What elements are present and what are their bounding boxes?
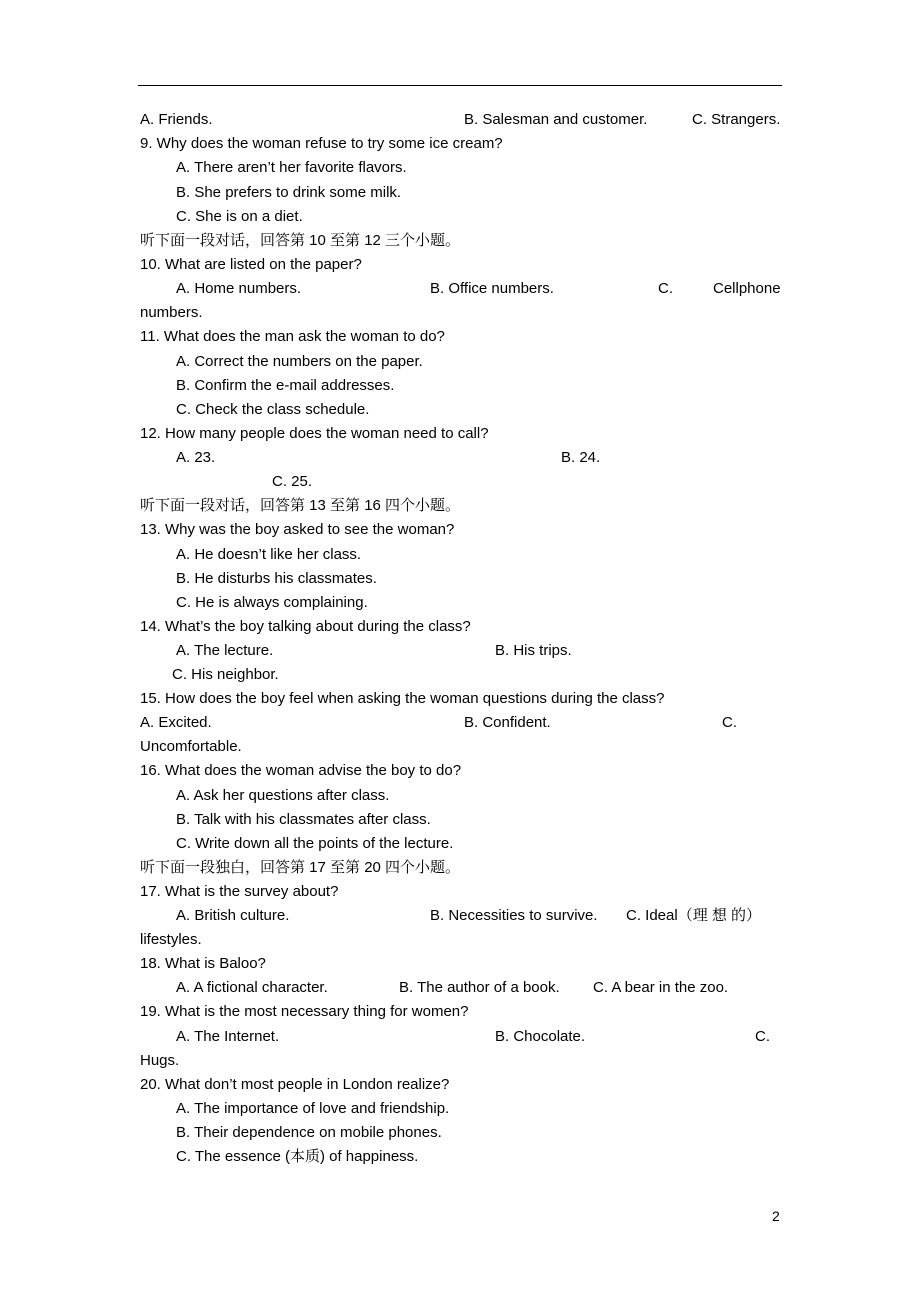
text-segment: A. He doesn’t like her class. bbox=[176, 546, 362, 563]
text-segment: B. Talk with his classmates after class. bbox=[176, 811, 431, 828]
text-segment: C. bbox=[658, 280, 673, 297]
text-segment: Cellphone bbox=[713, 280, 781, 297]
text-segment: B. The author of a book. bbox=[399, 979, 560, 996]
text-segment: A. The lecture. bbox=[176, 642, 274, 659]
text-segment: 11. What does the man ask the woman to do? bbox=[140, 328, 445, 345]
text-segment: 听下面一段独白，回答第 17 至第 20 四个小题。 bbox=[140, 859, 461, 876]
text-segment: A. Correct the numbers on the paper. bbox=[176, 353, 423, 370]
text-segment: A. Home numbers. bbox=[176, 280, 302, 297]
text-segment: lifestyles. bbox=[140, 931, 202, 948]
text-segment: B. Chocolate. bbox=[495, 1028, 586, 1045]
text-segment: C. 25. bbox=[272, 473, 313, 490]
text-segment: A. British culture. bbox=[176, 907, 290, 924]
text-segment: C. The essence (本质) of happiness. bbox=[176, 1148, 419, 1165]
text-segment: 17. What is the survey about? bbox=[140, 883, 339, 900]
text-segment: B. Confirm the e-mail addresses. bbox=[176, 377, 395, 394]
text-segment: 18. What is Baloo? bbox=[140, 955, 266, 972]
text-segment: numbers. bbox=[140, 304, 203, 321]
text-segment: C. bbox=[755, 1028, 770, 1045]
text-segment: C. Ideal（理 想 的） bbox=[626, 907, 762, 924]
text-segment: 14. What’s the boy talking about during the class? bbox=[140, 618, 471, 635]
text-segment: Hugs. bbox=[140, 1052, 180, 1069]
text-segment: 9. Why does the woman refuse to try some ice cream? bbox=[140, 135, 503, 152]
text-segment: B. Their dependence on mobile phones. bbox=[176, 1124, 442, 1141]
text-segment: C. A bear in the zoo. bbox=[593, 979, 729, 996]
text-segment: A. Ask her questions after class. bbox=[176, 787, 390, 804]
text-segment: B. She prefers to drink some milk. bbox=[176, 184, 402, 201]
text-segment: 13. Why was the boy asked to see the woman? bbox=[140, 521, 455, 538]
text-segment: C. She is on a diet. bbox=[176, 208, 303, 225]
text-segment: 听下面一段对话，回答第 10 至第 12 三个小题。 bbox=[140, 232, 461, 249]
header-rule bbox=[138, 85, 782, 86]
text-segment: C. Write down all the points of the lecture. bbox=[176, 835, 454, 852]
text-segment: A. Excited. bbox=[140, 714, 212, 731]
text-segment: 10. What are listed on the paper? bbox=[140, 256, 362, 273]
text-segment: B. Necessities to survive. bbox=[430, 907, 598, 924]
text-segment: A. 23. bbox=[176, 449, 216, 466]
text-segment: B. He disturbs his classmates. bbox=[176, 570, 377, 587]
text-segment: A. The importance of love and friendship. bbox=[176, 1100, 450, 1117]
text-segment: C. bbox=[722, 714, 737, 731]
text-segment: B. Office numbers. bbox=[430, 280, 554, 297]
text-segment: B. Salesman and customer. bbox=[464, 111, 648, 128]
page-number: 2 bbox=[772, 1208, 780, 1224]
text-segment: B. His trips. bbox=[495, 642, 572, 659]
text-segment: B. Confident. bbox=[464, 714, 551, 731]
text-segment: 15. How does the boy feel when asking the woman questions during the class? bbox=[140, 690, 665, 707]
text-segment: A. Friends. bbox=[140, 111, 213, 128]
text-segment: Uncomfortable. bbox=[140, 738, 242, 755]
text-segment: A. The Internet. bbox=[176, 1028, 280, 1045]
text-segment: C. Strangers. bbox=[692, 111, 781, 128]
text-segment: 19. What is the most necessary thing for women? bbox=[140, 1003, 469, 1020]
text-segment: C. He is always complaining. bbox=[176, 594, 368, 611]
text-segment: C. His neighbor. bbox=[172, 666, 279, 683]
text-segment: 听下面一段对话，回答第 13 至第 16 四个小题。 bbox=[140, 497, 461, 514]
text-segment: 16. What does the woman advise the boy to do? bbox=[140, 762, 462, 779]
text-segment: 12. How many people does the woman need to call? bbox=[140, 425, 489, 442]
text-segment: B. 24. bbox=[561, 449, 601, 466]
text-segment: 20. What don’t most people in London realize? bbox=[140, 1076, 450, 1093]
text-segment: C. Check the class schedule. bbox=[176, 401, 370, 418]
text-segment: A. A fictional character. bbox=[176, 979, 328, 996]
text-segment: A. There aren’t her favorite flavors. bbox=[176, 159, 407, 176]
